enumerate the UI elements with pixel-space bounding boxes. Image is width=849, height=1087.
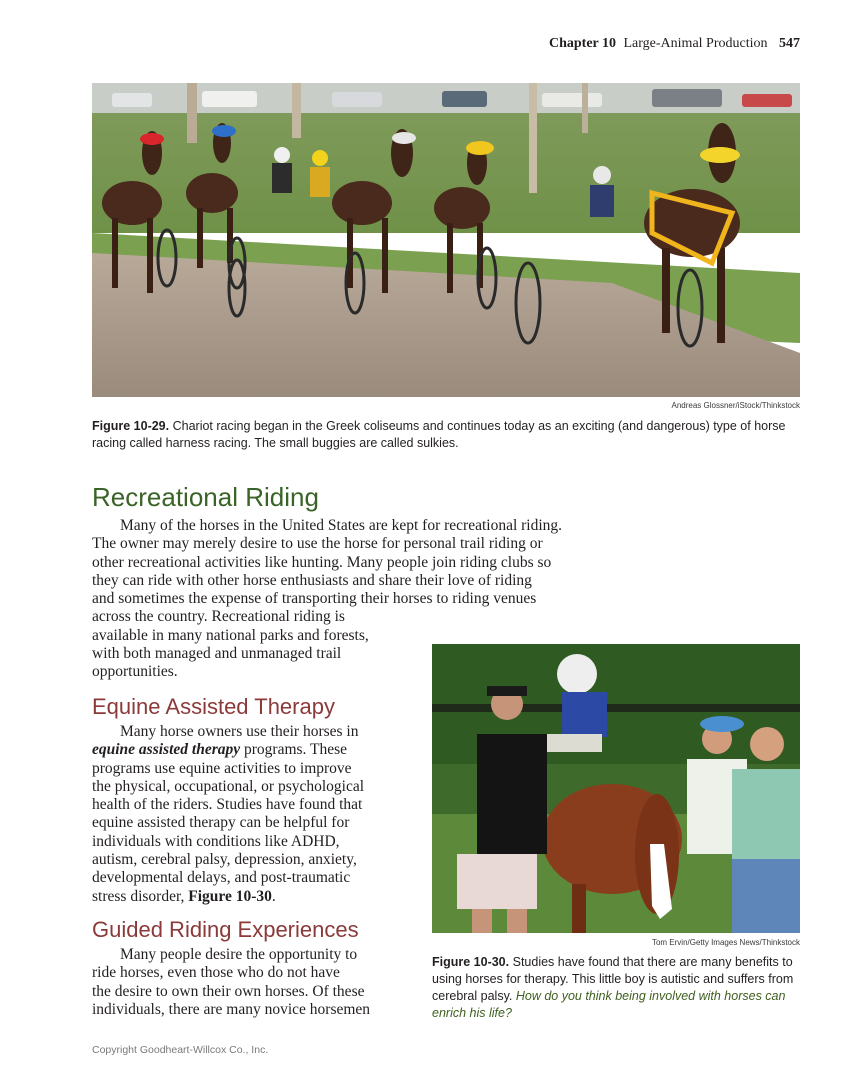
text-line: The owner may merely desire to use the horse for personal trail riding or xyxy=(92,535,543,553)
harness-racing-illustration xyxy=(92,83,800,397)
text-line: individuals, there are many novice horsemen xyxy=(92,1000,371,1018)
text-line: equine assisted therapy can be helpful for xyxy=(92,814,350,832)
text-line: other recreational activities like hunting. Many people join riding clubs so xyxy=(92,553,552,571)
therapy-riding-illustration xyxy=(432,644,800,933)
text-line xyxy=(92,888,402,906)
figure-caption-text-1: Chariot racing began in the Greek coliseums and continues today as an exciting (and dangerous) type of horse racing called harness racing. The small buggies are called sulkies. xyxy=(92,419,786,450)
text-line-content: Many horse owners use their horses in xyxy=(120,723,359,740)
section-heading-recreational: Recreational Riding xyxy=(92,482,319,512)
text-line: autism, cerebral palsy, depression, anxiety, xyxy=(92,851,357,869)
text-line: health of the riders. Studies have found that xyxy=(92,796,363,814)
text-line xyxy=(92,741,402,759)
text-line: they can ride with other horse enthusiasts and share their love of riding xyxy=(92,571,532,589)
text-line: available in many national parks and forests, xyxy=(92,626,369,644)
text-line: and sometimes the expense of transporting their horses to riding venues xyxy=(92,590,537,608)
text-line xyxy=(92,946,402,964)
text-line: individuals with conditions like ADHD, xyxy=(92,832,340,850)
photo-credit-1: Andreas Glossner/iStock/Thinkstock xyxy=(671,401,800,410)
key-term: equine assisted therapy xyxy=(92,741,241,759)
harness-racing-photo xyxy=(92,83,800,397)
text-line: across the country. Recreational riding is xyxy=(92,608,345,626)
therapy-riding-photo xyxy=(432,644,800,933)
text-line-content: programs. These xyxy=(244,741,348,759)
text-line: with both managed and unmanaged trail xyxy=(92,645,342,663)
figure-label-1: Figure 10-29. xyxy=(92,419,170,433)
chapter-label: Chapter 10 xyxy=(548,36,616,51)
section-heading-guided: Guided Riding Experiences xyxy=(92,917,359,942)
figure-caption-2 xyxy=(432,954,804,1022)
chapter-title: Large-Animal Production xyxy=(623,36,768,51)
text-line: developmental delays, and post-traumatic xyxy=(92,869,351,887)
text-line xyxy=(92,723,402,741)
text-line: the physical, occupational, or psychological xyxy=(92,777,365,795)
text-line-content: stress disorder, xyxy=(92,887,185,905)
text-line: opportunities. xyxy=(92,663,178,681)
therapy-paragraph xyxy=(92,723,402,906)
figure-reference[interactable]: Figure 10-30 xyxy=(188,887,272,905)
text-line-content: Many people desire the opportunity to xyxy=(120,946,358,963)
text-line: the desire to own their own horses. Of these xyxy=(92,982,365,1000)
figure-question: How do you think being involved with horses can enrich his life? xyxy=(432,989,786,1020)
text-line-content: Many of the horses in the United States are kept for recreational riding. xyxy=(120,517,563,534)
figure-caption-1 xyxy=(92,418,800,452)
text-line xyxy=(92,517,612,535)
text-line: programs use equine activities to improve xyxy=(92,759,352,777)
guided-paragraph xyxy=(92,946,402,1019)
text-line-content: . xyxy=(271,887,276,905)
running-head xyxy=(549,36,800,52)
page-number: 547 xyxy=(779,36,800,51)
figure-caption-text-2: Studies have found that there are many benefits to using horses for therapy. This little boy is autistic and suffers from cerebral palsy. xyxy=(432,955,794,1003)
copyright-notice: Copyright Goodheart-Willcox Co., Inc. xyxy=(92,1044,269,1056)
section-heading-therapy: Equine Assisted Therapy xyxy=(92,694,335,719)
text-line: ride horses, even those who do not have xyxy=(92,964,340,982)
photo-credit-2: Tom Ervin/Getty Images News/Thinkstock xyxy=(651,938,800,947)
figure-label-2: Figure 10-30. xyxy=(432,955,510,969)
